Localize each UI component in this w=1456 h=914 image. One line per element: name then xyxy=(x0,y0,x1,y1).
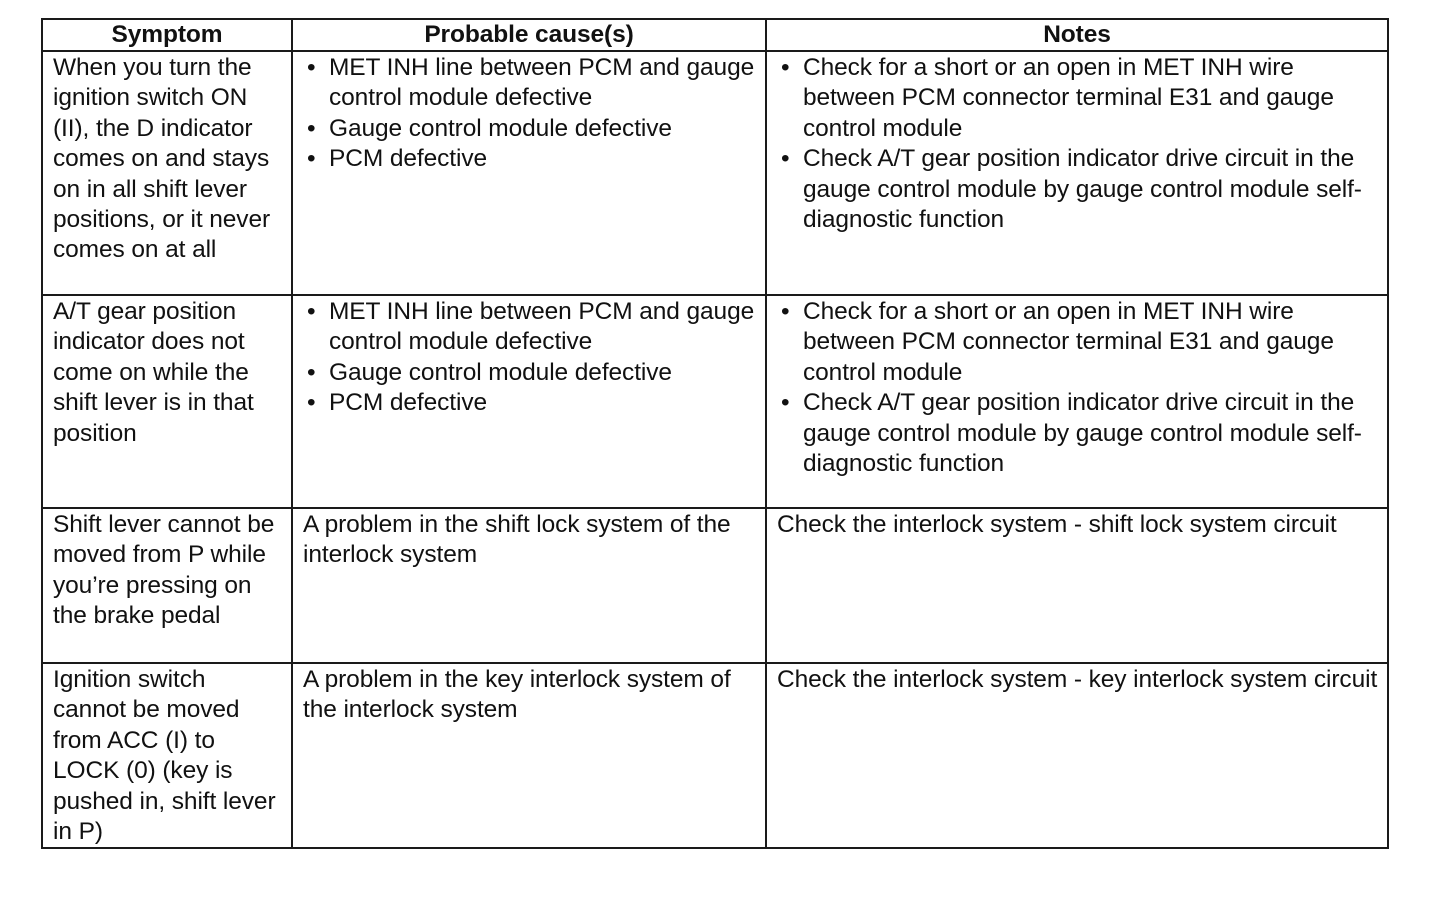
causes-list xyxy=(303,53,757,175)
symptom-cell: A/T gear position indicator does not come on while the shift lever is in that position xyxy=(42,295,292,508)
cause-item: • MET INH line between PCM and gauge control module defective xyxy=(303,53,757,114)
causes-cell: A problem in the shift lock system of the interlock system xyxy=(292,508,766,663)
note-item: • Check A/T gear position indicator drive circuit in the gauge control module by gauge control module self-diagnostic function xyxy=(777,144,1379,235)
cause-item: • Gauge control module defective xyxy=(303,114,757,144)
notes-cell: Check the interlock system - shift lock system circuit xyxy=(766,508,1388,663)
header-symptom: Symptom xyxy=(42,19,292,51)
diagnostic-table xyxy=(41,18,1389,849)
table-row xyxy=(42,51,1388,295)
symptom-cell: Shift lever cannot be moved from P while you’re pressing on the brake pedal xyxy=(42,508,292,663)
cause-item: • PCM defective xyxy=(303,388,757,418)
note-item: • Check for a short or an open in MET INH wire between PCM connector terminal E31 and gauge control module xyxy=(777,53,1379,144)
cause-item: • PCM defective xyxy=(303,144,757,174)
note-item: • Check for a short or an open in MET INH wire between PCM connector terminal E31 and gauge control module xyxy=(777,297,1379,388)
table-row xyxy=(42,663,1388,848)
table-row xyxy=(42,295,1388,508)
notes-cell xyxy=(766,295,1388,508)
causes-cell: A problem in the key interlock system of the interlock system xyxy=(292,663,766,848)
causes-cell xyxy=(292,51,766,295)
causes-cell xyxy=(292,295,766,508)
header-probable-causes: Probable cause(s) xyxy=(292,19,766,51)
notes-cell: Check the interlock system - key interlock system circuit xyxy=(766,663,1388,848)
note-item: • Check A/T gear position indicator drive circuit in the gauge control module by gauge control module self-diagnostic function xyxy=(777,388,1379,479)
causes-list xyxy=(303,297,757,419)
notes-list xyxy=(777,297,1379,479)
table-row xyxy=(42,508,1388,663)
notes-cell xyxy=(766,51,1388,295)
symptom-cell: Ignition switch cannot be moved from ACC (I) to LOCK (0) (key is pushed in, shift lever in P) xyxy=(42,663,292,848)
header-row xyxy=(42,19,1388,51)
cause-item: • MET INH line between PCM and gauge control module defective xyxy=(303,297,757,358)
cause-item: • Gauge control module defective xyxy=(303,358,757,388)
notes-list xyxy=(777,53,1379,235)
header-notes: Notes xyxy=(766,19,1388,51)
symptom-cell: When you turn the ignition switch ON (II), the D indicator comes on and stays on in all shift lever positions, or it never comes on at all xyxy=(42,51,292,295)
